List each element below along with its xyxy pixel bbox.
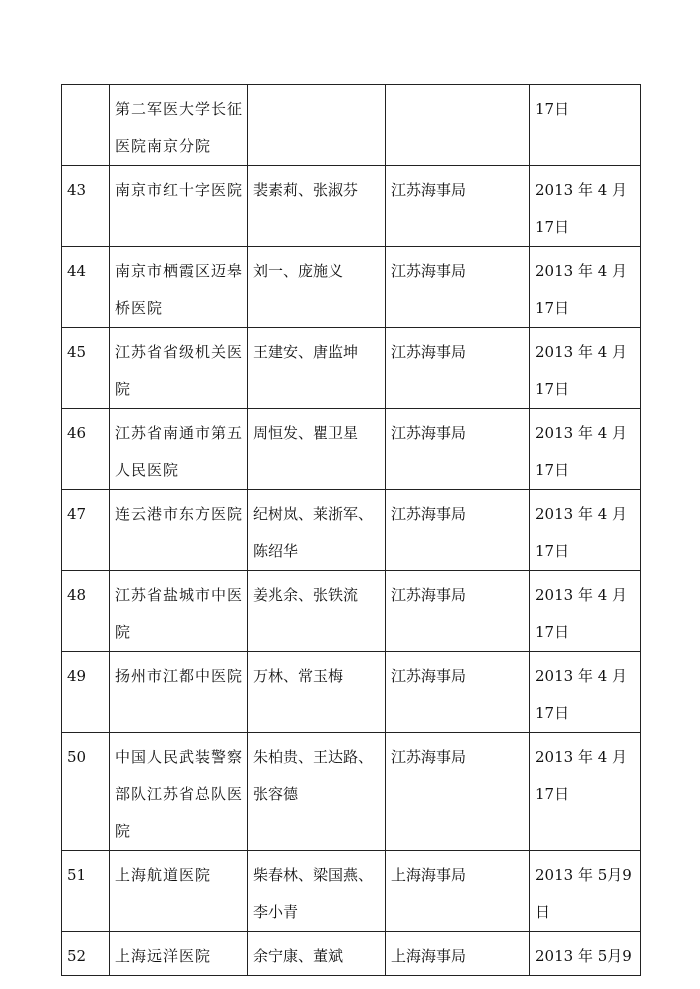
row-number: 47 [62,490,110,571]
approval-date: 2013 年 4 月 17日 [530,328,641,409]
table-row [62,247,641,328]
doctor-names: 纪树岚、莱浙军、陈绍华 [248,490,386,571]
doctor-names [248,85,386,166]
row-number: 52 [62,932,110,976]
doctor-names: 刘一、庞施义 [248,247,386,328]
table-row [62,733,641,851]
row-number: 48 [62,571,110,652]
approval-date: 17日 [530,85,641,166]
hospital-name: 上海航道医院 [110,851,248,932]
approval-date: 2013 年 4 月 17日 [530,571,641,652]
hospital-name: 江苏省省级机关医院 [110,328,248,409]
doctor-names: 万林、常玉梅 [248,652,386,733]
hospital-name: 第二军医大学长征医院南京分院 [110,85,248,166]
issuing-agency: 上海海事局 [386,932,530,976]
approval-date: 2013 年 5月9日 [530,851,641,932]
issuing-agency: 江苏海事局 [386,571,530,652]
hospital-name: 江苏省盐城市中医院 [110,571,248,652]
doctor-names: 姜兆余、张铁流 [248,571,386,652]
issuing-agency: 上海海事局 [386,851,530,932]
table-row [62,490,641,571]
row-number: 43 [62,166,110,247]
doctor-names: 朱柏贵、王达路、张容德 [248,733,386,851]
doctor-names: 周恒发、瞿卫星 [248,409,386,490]
table-row [62,851,641,932]
approval-date: 2013 年 5月9 [530,932,641,976]
issuing-agency: 江苏海事局 [386,652,530,733]
approval-date: 2013 年 4 月 17日 [530,247,641,328]
hospital-name: 南京市栖霞区迈皋桥医院 [110,247,248,328]
row-number: 44 [62,247,110,328]
hospital-name: 江苏省南通市第五人民医院 [110,409,248,490]
row-number [62,85,110,166]
hospital-name: 上海远洋医院 [110,932,248,976]
table-row [62,409,641,490]
table-row [62,85,641,166]
issuing-agency: 江苏海事局 [386,247,530,328]
table-row [62,328,641,409]
issuing-agency: 江苏海事局 [386,733,530,851]
issuing-agency: 江苏海事局 [386,490,530,571]
row-number: 51 [62,851,110,932]
hospital-table [61,84,641,976]
approval-date: 2013 年 4 月 17日 [530,733,641,851]
row-number: 46 [62,409,110,490]
doctor-names: 裴素莉、张淑芬 [248,166,386,247]
issuing-agency [386,85,530,166]
approval-date: 2013 年 4 月 17日 [530,652,641,733]
row-number: 50 [62,733,110,851]
row-number: 45 [62,328,110,409]
hospital-name: 南京市红十字医院 [110,166,248,247]
table-row [62,652,641,733]
approval-date: 2013 年 4 月 17日 [530,166,641,247]
table-row [62,932,641,976]
issuing-agency: 江苏海事局 [386,166,530,247]
doctor-names: 余宁康、董斌 [248,932,386,976]
approval-date: 2013 年 4 月 17日 [530,409,641,490]
table-row [62,571,641,652]
doctor-names: 王建安、唐监坤 [248,328,386,409]
approval-date: 2013 年 4 月 17日 [530,490,641,571]
table-row [62,166,641,247]
doctor-names: 柴春林、梁国燕、李小青 [248,851,386,932]
issuing-agency: 江苏海事局 [386,328,530,409]
hospital-name: 连云港市东方医院 [110,490,248,571]
row-number: 49 [62,652,110,733]
issuing-agency: 江苏海事局 [386,409,530,490]
hospital-name: 中国人民武装警察部队江苏省总队医院 [110,733,248,851]
hospital-name: 扬州市江都中医院 [110,652,248,733]
